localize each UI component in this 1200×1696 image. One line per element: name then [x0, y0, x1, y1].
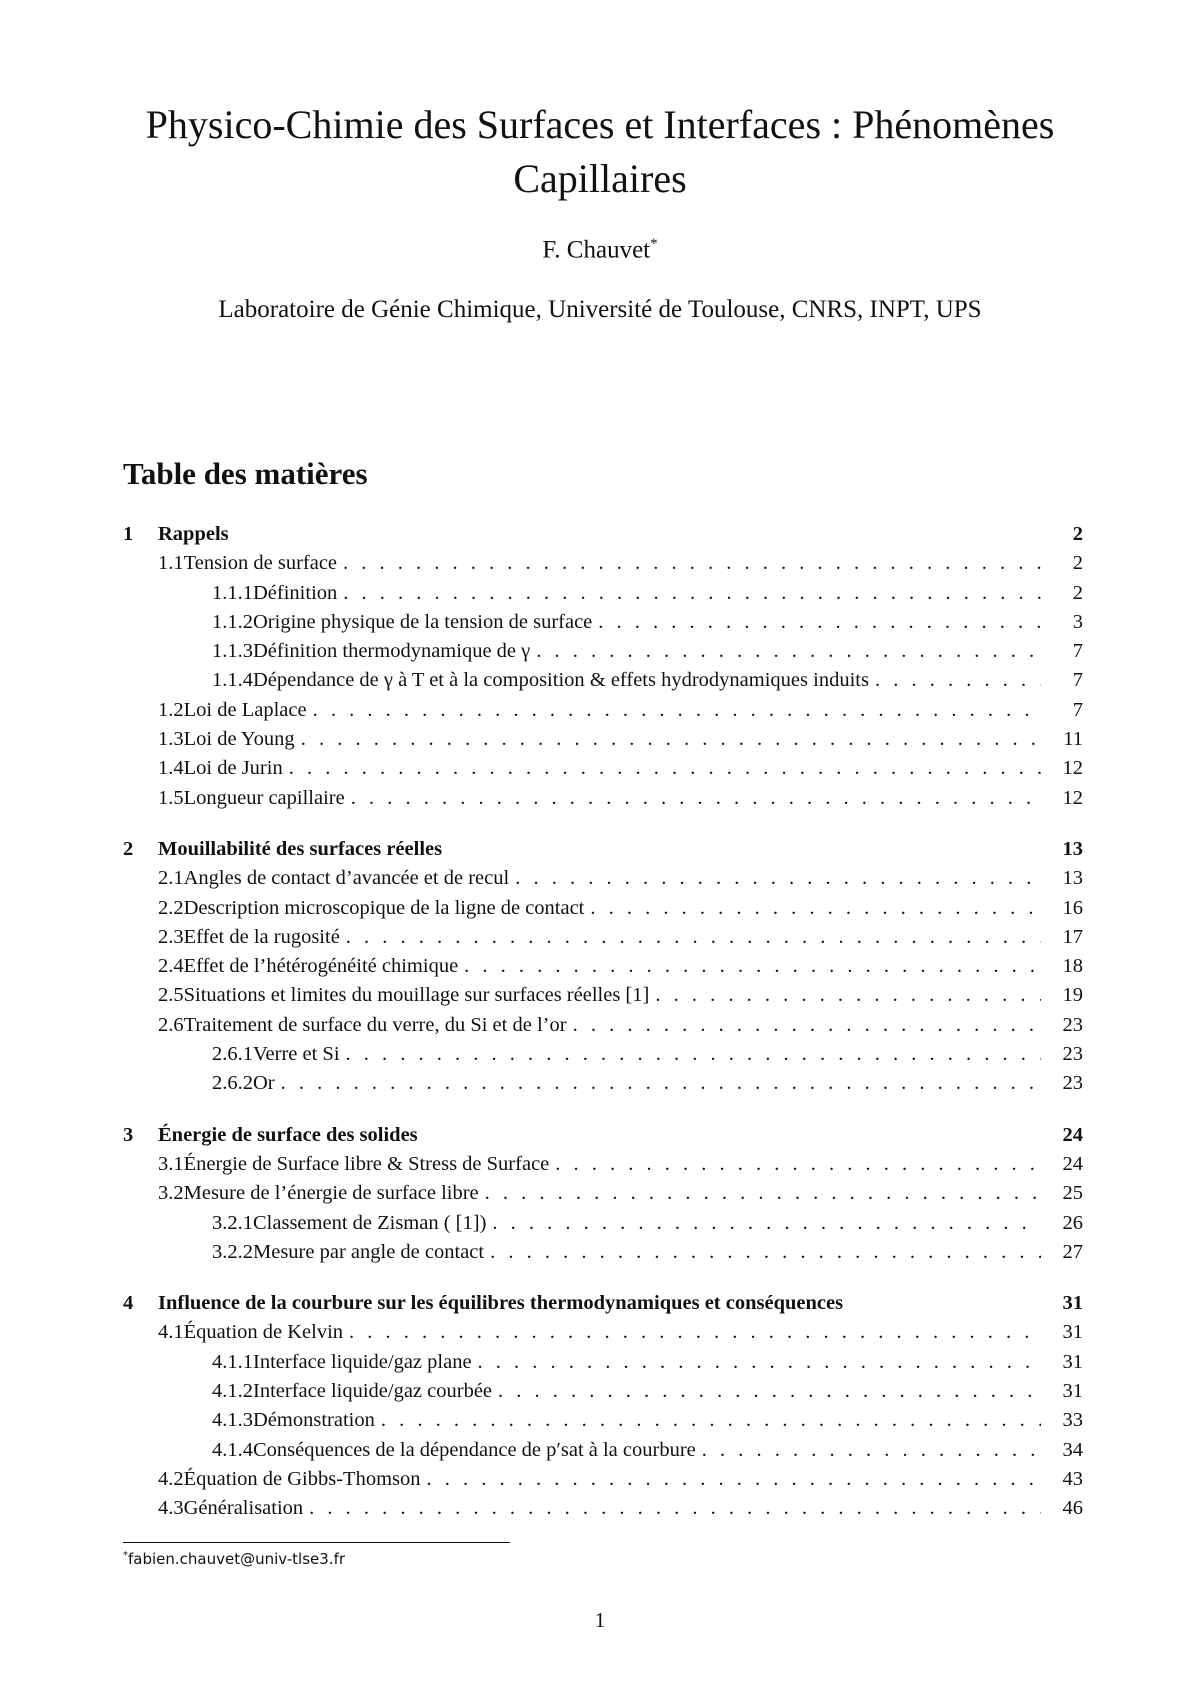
toc-subsection[interactable] — [123, 637, 1083, 666]
toc-chapter[interactable] — [123, 1121, 1083, 1150]
footnote-text: fabien.chauvet@univ-tlse3.fr — [128, 1550, 346, 1568]
toc-label: Généralisation — [184, 1494, 310, 1523]
toc-label: Situations et limites du mouillage sur surfaces réelles [1] — [184, 981, 656, 1010]
footnote — [123, 1550, 345, 1568]
toc-page-number: 43 — [1062, 1467, 1083, 1490]
toc-subsection[interactable] — [123, 1040, 1083, 1069]
toc-number: 4 — [123, 1292, 134, 1315]
toc-section[interactable] — [123, 1494, 1083, 1523]
toc-page-number: 27 — [1062, 1240, 1083, 1263]
toc-label: Loi de Laplace — [184, 696, 313, 725]
toc-leader-dots — [289, 754, 1041, 783]
toc-page-number: 12 — [1062, 786, 1083, 809]
toc-number: 1.2 — [158, 698, 184, 721]
toc-label: Verre et Si — [253, 1040, 346, 1069]
toc-page-number: 31 — [1062, 1292, 1083, 1315]
title-line-2: Capillaires — [513, 156, 687, 201]
author-footnote-mark: * — [650, 236, 658, 252]
toc-subsection[interactable] — [123, 579, 1083, 608]
toc-number: 1.1.3 — [212, 640, 253, 663]
toc-spacer — [448, 835, 1041, 864]
toc-section[interactable] — [123, 549, 1083, 578]
toc-leader-dots — [346, 1040, 1041, 1069]
toc-number: 1 — [123, 523, 134, 545]
toc-page-number: 26 — [1062, 1211, 1083, 1234]
toc-label: Énergie de surface des solides — [158, 1121, 424, 1150]
toc-label: Mouillabilité des surfaces réelles — [158, 835, 448, 864]
toc-number: 2.3 — [158, 925, 184, 948]
toc-label: Effet de l’hétérogénéité chimique — [184, 952, 465, 981]
toc-leader-dots — [464, 952, 1041, 981]
toc-leader-dots — [598, 608, 1041, 637]
toc-subsection[interactable] — [123, 1377, 1083, 1406]
toc-page-number: 11 — [1063, 728, 1083, 751]
toc-number: 1.1 — [158, 552, 184, 575]
toc-section[interactable] — [123, 696, 1083, 725]
toc-page-number: 12 — [1062, 757, 1083, 780]
toc-number: 1.4 — [158, 757, 184, 780]
toc-section[interactable] — [123, 1318, 1083, 1347]
toc-number: 4.1 — [158, 1321, 184, 1344]
toc-page-number: 31 — [1062, 1350, 1083, 1373]
toc-leader-dots — [490, 1238, 1041, 1267]
toc-page-number: 24 — [1062, 1123, 1083, 1146]
toc-leader-dots — [655, 981, 1041, 1010]
table-of-contents — [123, 520, 1083, 1546]
toc-subsection[interactable] — [123, 1436, 1083, 1465]
toc-number: 2.2 — [158, 896, 184, 919]
toc-chapter-group — [123, 520, 1083, 813]
toc-chapter-group — [123, 1121, 1083, 1267]
toc-leader-dots — [343, 579, 1041, 608]
toc-number: 1.3 — [158, 728, 184, 751]
toc-chapter-group — [123, 835, 1083, 1099]
toc-page-number: 13 — [1062, 837, 1083, 860]
toc-leader-dots — [492, 1209, 1041, 1238]
toc-number: 1.1.2 — [212, 610, 253, 633]
toc-number: 3.2 — [158, 1182, 184, 1205]
toc-chapter[interactable] — [123, 835, 1083, 864]
author — [0, 236, 1200, 264]
toc-number: 2.6.1 — [212, 1043, 253, 1066]
toc-leader-dots — [346, 923, 1041, 952]
toc-label: Tension de surface — [184, 549, 343, 578]
toc-leader-dots — [478, 1348, 1041, 1377]
title-line-1: Physico-Chimie des Surfaces et Interfaces : Phénomènes — [145, 102, 1055, 147]
toc-leader-dots — [349, 1318, 1041, 1347]
toc-label: Démonstration — [253, 1406, 381, 1435]
toc-leader-dots — [313, 696, 1041, 725]
toc-number: 2.6 — [158, 1013, 184, 1036]
toc-number: 3.1 — [158, 1152, 184, 1175]
toc-number: 2.1 — [158, 867, 184, 890]
toc-number: 2.6.2 — [212, 1072, 253, 1095]
toc-label: Or — [253, 1069, 281, 1098]
toc-number: 1.5 — [158, 786, 184, 809]
toc-number: 4.1.3 — [212, 1409, 253, 1432]
toc-page-number: 7 — [1072, 640, 1083, 663]
toc-label: Définition — [253, 579, 343, 608]
toc-section[interactable] — [123, 1011, 1083, 1040]
toc-subsection[interactable] — [123, 666, 1083, 695]
toc-subsection[interactable] — [123, 1348, 1083, 1377]
toc-label: Interface liquide/gaz plane — [253, 1348, 478, 1377]
toc-section[interactable] — [123, 952, 1083, 981]
toc-label: Interface liquide/gaz courbée — [253, 1377, 498, 1406]
toc-number: 4.1.4 — [212, 1438, 253, 1461]
toc-label: Énergie de Surface libre & Stress de Surface — [184, 1150, 556, 1179]
toc-label: Angles de contact d’avancée et de recul — [184, 864, 516, 893]
toc-number: 3.2.1 — [212, 1211, 253, 1234]
toc-spacer — [424, 1121, 1041, 1150]
toc-leader-dots — [301, 725, 1041, 754]
toc-page-number: 23 — [1062, 1043, 1083, 1066]
toc-label: Équation de Gibbs-Thomson — [184, 1465, 427, 1494]
toc-page-number: 2 — [1072, 581, 1083, 604]
toc-page-number: 3 — [1072, 610, 1083, 633]
toc-page-number: 2 — [1072, 552, 1083, 575]
toc-number: 1.1.1 — [212, 581, 253, 604]
toc-label: Loi de Young — [184, 725, 301, 754]
toc-label: Mesure par angle de contact — [253, 1238, 490, 1267]
toc-number: 4.2 — [158, 1467, 184, 1490]
toc-subsection[interactable] — [123, 608, 1083, 637]
toc-section[interactable] — [123, 754, 1083, 783]
toc-leader-dots — [590, 894, 1041, 923]
toc-leader-dots — [498, 1377, 1041, 1406]
toc-leader-dots — [351, 784, 1041, 813]
toc-heading: Table des matières — [123, 456, 368, 491]
toc-spacer — [235, 520, 1041, 549]
toc-chapter-group — [123, 1289, 1083, 1523]
footnote-rule — [123, 1542, 510, 1543]
toc-leader-dots — [536, 637, 1041, 666]
affiliation: Laboratoire de Génie Chimique, Université de Toulouse, CNRS, INPT, UPS — [218, 296, 982, 323]
toc-label: Classement de Zisman ( [1]) — [253, 1209, 492, 1238]
toc-page-number: 16 — [1062, 896, 1083, 919]
toc-page-number: 31 — [1062, 1380, 1083, 1403]
toc-leader-dots — [573, 1011, 1041, 1040]
toc-page-number: 34 — [1062, 1438, 1083, 1461]
toc-number: 1.1.4 — [212, 669, 253, 692]
toc-subsection[interactable] — [123, 1238, 1083, 1267]
footnote-mark: * — [123, 1550, 128, 1561]
toc-section[interactable] — [123, 981, 1083, 1010]
author-name: F. Chauvet — [542, 236, 651, 264]
toc-label: Influence de la courbure sur les équilibres thermodynamiques et conséquences — [158, 1289, 849, 1318]
toc-page-number: 7 — [1072, 669, 1083, 692]
page-number: 1 — [594, 1608, 606, 1632]
toc-number: 3 — [123, 1123, 134, 1146]
toc-leader-dots — [281, 1069, 1041, 1098]
toc-label: Mesure de l’énergie de surface libre — [184, 1179, 485, 1208]
toc-number: 2 — [123, 837, 134, 860]
toc-section[interactable] — [123, 1465, 1083, 1494]
toc-label: Effet de la rugosité — [184, 923, 346, 952]
toc-number: 2.4 — [158, 955, 184, 978]
toc-section[interactable] — [123, 1150, 1083, 1179]
toc-label: Traitement de surface du verre, du Si et de l’or — [184, 1011, 573, 1040]
toc-subsection[interactable] — [123, 1209, 1083, 1238]
toc-chapter[interactable] — [123, 520, 1083, 549]
toc-page-number: 46 — [1062, 1497, 1083, 1520]
toc-page-number: 7 — [1072, 698, 1083, 721]
toc-label: Conséquences de la dépendance de p′sat à la courbure — [253, 1436, 702, 1465]
toc-leader-dots — [485, 1179, 1041, 1208]
toc-leader-dots — [309, 1494, 1041, 1523]
toc-page-number: 33 — [1062, 1409, 1083, 1432]
toc-page-number: 24 — [1062, 1152, 1083, 1175]
document-title — [0, 98, 1200, 206]
toc-label: Définition thermodynamique de γ — [253, 637, 536, 666]
toc-label: Équation de Kelvin — [184, 1318, 349, 1347]
toc-leader-dots — [702, 1436, 1041, 1465]
toc-number: 4.1.1 — [212, 1350, 253, 1373]
toc-page-number: 19 — [1062, 984, 1083, 1007]
toc-number: 4.3 — [158, 1497, 184, 1520]
toc-label: Description microscopique de la ligne de contact — [184, 894, 591, 923]
toc-page-number: 23 — [1062, 1072, 1083, 1095]
toc-leader-dots — [555, 1150, 1041, 1179]
toc-page-number: 25 — [1062, 1182, 1083, 1205]
toc-section[interactable] — [123, 784, 1083, 813]
toc-number: 2.5 — [158, 984, 184, 1007]
toc-number: 4.1.2 — [212, 1380, 253, 1403]
toc-section[interactable] — [123, 923, 1083, 952]
toc-section[interactable] — [123, 894, 1083, 923]
toc-page-number: 17 — [1062, 925, 1083, 948]
toc-leader-dots — [381, 1406, 1041, 1435]
toc-number: 3.2.2 — [212, 1240, 253, 1263]
toc-leader-dots — [427, 1465, 1042, 1494]
toc-spacer — [849, 1289, 1041, 1318]
toc-label: Loi de Jurin — [184, 754, 289, 783]
toc-section[interactable] — [123, 864, 1083, 893]
toc-page-number: 31 — [1062, 1321, 1083, 1344]
toc-chapter[interactable] — [123, 1289, 1083, 1318]
toc-section[interactable] — [123, 1179, 1083, 1208]
toc-leader-dots — [515, 864, 1041, 893]
toc-subsection[interactable] — [123, 1069, 1083, 1098]
toc-page-number: 2 — [1072, 523, 1083, 545]
toc-label: Longueur capillaire — [184, 784, 351, 813]
toc-page-number: 18 — [1062, 955, 1083, 978]
toc-label: Dépendance de γ à T et à la composition & effets hydrodynamiques induits — [253, 666, 875, 695]
toc-section[interactable] — [123, 725, 1083, 754]
toc-page-number: 23 — [1062, 1013, 1083, 1036]
toc-label: Origine physique de la tension de surface — [253, 608, 598, 637]
toc-label: Rappels — [158, 520, 235, 549]
toc-page-number: 13 — [1062, 867, 1083, 890]
toc-leader-dots — [343, 549, 1041, 578]
toc-subsection[interactable] — [123, 1406, 1083, 1435]
toc-leader-dots — [875, 666, 1041, 695]
